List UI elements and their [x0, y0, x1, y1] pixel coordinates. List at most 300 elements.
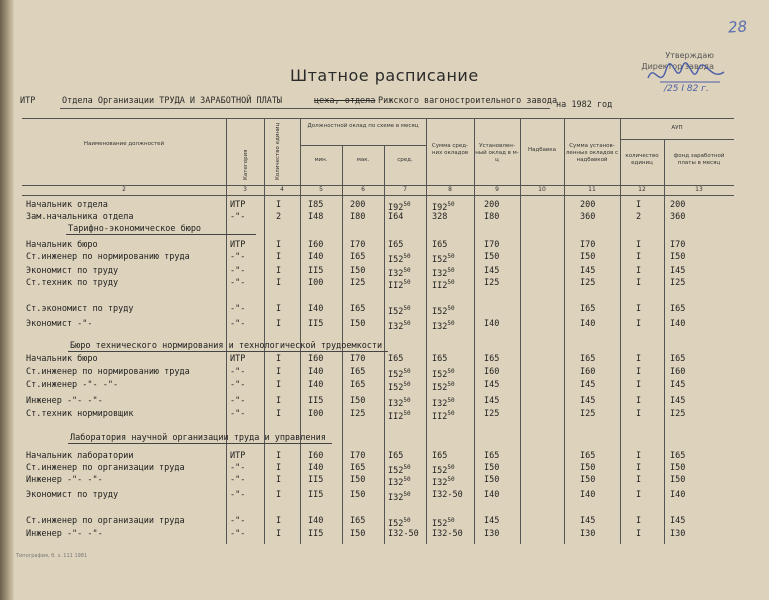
- cell-value: I50: [350, 490, 366, 500]
- cell-value: II2: [388, 280, 404, 291]
- cell-kopecks: 50: [447, 410, 455, 417]
- cell-value: I45: [670, 266, 686, 276]
- cell-value: I45: [580, 266, 596, 276]
- cell-value: 200: [484, 200, 500, 210]
- cell-value: I45: [670, 516, 686, 526]
- cell-value: I45: [580, 516, 596, 526]
- cell-set: [484, 353, 499, 365]
- cell-name: [26, 318, 93, 330]
- column-number: 10: [538, 186, 546, 193]
- cell-value: II5: [308, 490, 324, 500]
- cell-cnt: [276, 462, 281, 474]
- cell-value: I: [636, 409, 642, 419]
- cell-value: 360: [670, 212, 686, 222]
- cell-min: [308, 366, 323, 378]
- cell-value: Начальник бюро: [26, 240, 98, 250]
- cell-value: I65: [350, 516, 366, 526]
- cell-value: I45: [580, 380, 596, 390]
- cell-value: Ст.техник нормировщик: [26, 409, 134, 419]
- cell-value: I: [636, 304, 642, 314]
- section-underline: [68, 443, 332, 444]
- cell-name: [26, 462, 185, 474]
- cell-max: [350, 462, 365, 474]
- cell-value: Ст.инженер по нормированию труда: [26, 367, 190, 377]
- cell-value: I50: [350, 319, 366, 329]
- cell-aupc: [636, 303, 641, 315]
- table-row: [22, 199, 734, 211]
- cell-aupc: [636, 366, 641, 378]
- cell-min: [308, 265, 323, 277]
- cell-value: I40: [308, 380, 324, 390]
- cell-min: [308, 515, 323, 527]
- cell-max: [350, 528, 365, 540]
- cell-min: [308, 462, 323, 474]
- cell-sumset: [580, 489, 595, 501]
- header-sum: Сумма сред- них окладов: [431, 143, 469, 156]
- cell-value: I52: [432, 254, 448, 265]
- cell-sum: [432, 277, 455, 292]
- cell-value: -"-: [230, 516, 246, 526]
- cell-value: I65: [350, 304, 366, 314]
- cell-value: -"-: [230, 252, 246, 262]
- cell-kopecks: 50: [447, 305, 455, 312]
- cell-value: I45: [484, 266, 500, 276]
- cell-value: I65: [350, 463, 366, 473]
- cell-value: 360: [580, 212, 596, 222]
- cell-set: [484, 379, 499, 391]
- cell-value: I92: [432, 202, 448, 213]
- cell-sum: [432, 379, 455, 394]
- cell-value: I52: [388, 306, 404, 317]
- cell-value: I65: [484, 451, 500, 461]
- cell-sumset: [580, 474, 595, 486]
- table-row: [22, 474, 734, 486]
- cell-cnt: [276, 366, 281, 378]
- cell-value: Ст.техник по труду: [26, 278, 119, 288]
- cell-min: [308, 199, 323, 211]
- cell-value: I45: [484, 516, 500, 526]
- cell-cnt: [276, 450, 281, 462]
- header-aup-count: количество единиц: [625, 153, 659, 166]
- cell-value: I70: [484, 240, 500, 250]
- cell-sumset: [580, 528, 595, 540]
- cell-value: I65: [580, 304, 596, 314]
- cell-value: Экономист по труду: [26, 490, 119, 500]
- cell-value: I00: [308, 409, 324, 419]
- cell-value: II2: [432, 280, 448, 291]
- cell-value: I: [636, 367, 642, 377]
- cell-kopecks: 50: [403, 253, 411, 260]
- cell-value: I80: [484, 212, 500, 222]
- cell-value: I60: [580, 367, 596, 377]
- cell-value: I45: [484, 380, 500, 390]
- cell-cnt: [276, 211, 281, 223]
- cell-kopecks: 50: [403, 410, 411, 417]
- cell-sum: [432, 408, 455, 423]
- cell-sum: [432, 353, 447, 365]
- header-aup: АУП: [671, 125, 683, 131]
- cell-value: I40: [670, 319, 686, 329]
- cell-value: II5: [308, 529, 324, 539]
- cell-value: I40: [308, 367, 324, 377]
- cell-value: I: [276, 266, 282, 276]
- header-sum-set: Сумма установ- ленных окладов с надбавкой: [565, 143, 619, 163]
- cell-set: [484, 489, 499, 501]
- cell-value: -"-: [230, 463, 246, 473]
- cell-cat: [230, 265, 245, 277]
- cell-avg: [388, 489, 411, 504]
- cell-kopecks: 50: [447, 201, 455, 208]
- cell-value: I45: [670, 380, 686, 390]
- cell-value: I: [636, 319, 642, 329]
- cell-value: I52: [388, 382, 404, 393]
- header-divider-salary: [300, 145, 426, 146]
- cell-cnt: [276, 277, 281, 289]
- cell-kopecks: 50: [403, 279, 411, 286]
- table-header: [22, 119, 734, 186]
- cell-value: I64: [388, 212, 404, 222]
- table-row: [22, 379, 734, 391]
- cell-name: [26, 528, 103, 540]
- cell-value: II5: [308, 319, 324, 329]
- cell-max: [350, 489, 365, 501]
- cell-value: I: [276, 409, 282, 419]
- cell-value: I: [276, 200, 282, 210]
- section-title: Лаборатория научной организации труда и управления: [70, 433, 326, 443]
- cell-value: I: [276, 490, 282, 500]
- subtitle-enterprise: Рижского вагоностроительного завода: [378, 96, 558, 106]
- cell-value: -"-: [230, 304, 246, 314]
- cell-value: Инженер -"- -"-: [26, 475, 103, 485]
- cell-value: II5: [308, 475, 324, 485]
- cell-value: I: [636, 354, 642, 364]
- table-row: [22, 239, 734, 251]
- cell-aupf: [670, 462, 685, 474]
- cell-avg: [388, 318, 411, 333]
- cell-value: I92: [388, 202, 404, 213]
- cell-sumset: [580, 366, 595, 378]
- cell-value: I: [636, 516, 642, 526]
- cell-value: I65: [388, 451, 404, 461]
- cell-sum: [432, 528, 463, 540]
- cell-kopecks: 50: [403, 320, 411, 327]
- cell-min: [308, 379, 323, 391]
- cell-value: I65: [580, 354, 596, 364]
- cell-sum: [432, 474, 455, 489]
- cell-value: -"-: [230, 367, 246, 377]
- cell-set: [484, 462, 499, 474]
- cell-aupc: [636, 251, 641, 263]
- cell-kopecks: 50: [447, 253, 455, 260]
- cell-value: I32: [388, 477, 404, 488]
- cell-value: Начальник лаборатории: [26, 451, 134, 461]
- cell-name: [26, 395, 103, 407]
- column-number: 9: [495, 186, 499, 193]
- column-number: 13: [695, 186, 703, 193]
- cell-value: I50: [350, 475, 366, 485]
- cell-kopecks: 50: [447, 397, 455, 404]
- cell-aupf: [670, 251, 685, 263]
- cell-value: -"-: [230, 380, 246, 390]
- cell-cnt: [276, 318, 281, 330]
- cell-value: I: [276, 451, 282, 461]
- header-set-salary: Установлен- ный оклад в м-ц: [475, 143, 519, 163]
- cell-value: I50: [484, 463, 500, 473]
- cell-kopecks: 50: [403, 464, 411, 471]
- colnum-divider: [22, 195, 734, 196]
- cell-max: [350, 211, 365, 223]
- cell-max: [350, 379, 365, 391]
- cell-min: [308, 408, 323, 420]
- cell-name: [26, 251, 190, 263]
- cell-value: ИТР: [230, 354, 246, 364]
- cell-value: I40: [308, 304, 324, 314]
- column-number: 8: [448, 186, 452, 193]
- cell-aupf: [670, 277, 685, 289]
- cell-value: II2: [432, 411, 448, 422]
- cell-min: [308, 395, 323, 407]
- cell-sumset: [580, 211, 595, 223]
- cell-set: [484, 395, 499, 407]
- cell-value: I52: [432, 465, 448, 476]
- cell-value: I: [636, 240, 642, 250]
- header-count: Количество единиц: [275, 122, 281, 180]
- cell-value: Экономист по труду: [26, 266, 119, 276]
- cell-max: [350, 303, 365, 315]
- cell-aupc: [636, 474, 641, 486]
- approval-date: /25 I 82 г.: [664, 84, 709, 94]
- cell-aupc: [636, 353, 641, 365]
- cell-cat: [230, 251, 245, 263]
- cell-value: I: [636, 463, 642, 473]
- column-number: 12: [638, 186, 646, 193]
- cell-name: [26, 450, 133, 462]
- binding-edge: [0, 0, 14, 600]
- table-row: [22, 408, 734, 420]
- cell-sumset: [580, 395, 595, 407]
- cell-max: [350, 199, 365, 211]
- cell-value: 328: [432, 212, 448, 222]
- cell-value: I45: [484, 396, 500, 406]
- cell-value: I50: [350, 396, 366, 406]
- cell-value: I60: [484, 367, 500, 377]
- cell-value: ИТР: [230, 240, 246, 250]
- cell-value: I52: [388, 465, 404, 476]
- cell-value: Ст.экономист по труду: [26, 304, 134, 314]
- cell-value: I52: [388, 254, 404, 265]
- header-aup-fund: фонд заработной платы в месяц: [673, 153, 725, 166]
- cell-kopecks: 50: [403, 491, 411, 498]
- cell-avg: [388, 303, 411, 318]
- cell-cat: [230, 318, 245, 330]
- cell-value: I25: [580, 409, 596, 419]
- cell-kopecks: 50: [447, 267, 455, 274]
- header-avg: сред.: [397, 157, 413, 163]
- cell-set: [484, 515, 499, 527]
- cell-set: [484, 265, 499, 277]
- cell-value: I30: [484, 529, 500, 539]
- cell-sumset: [580, 379, 595, 391]
- header-divider-aup: [620, 139, 734, 140]
- cell-kopecks: 50: [447, 476, 455, 483]
- cell-aupc: [636, 408, 641, 420]
- cell-value: I40: [580, 490, 596, 500]
- cell-max: [350, 318, 365, 330]
- cell-max: [350, 353, 365, 365]
- cell-value: -"-: [230, 396, 246, 406]
- cell-aupf: [670, 353, 685, 365]
- cell-sumset: [580, 408, 595, 420]
- cell-value: I32: [388, 492, 404, 503]
- cell-name: [26, 489, 118, 501]
- cell-value: I65: [432, 451, 448, 461]
- cell-value: ИТР: [230, 451, 246, 461]
- cell-kopecks: 50: [403, 397, 411, 404]
- staff-table: [22, 118, 734, 544]
- cell-name: [26, 239, 98, 251]
- cell-name: [26, 408, 133, 420]
- cell-value: I40: [670, 490, 686, 500]
- table-row: [22, 395, 734, 407]
- cell-value: I65: [388, 240, 404, 250]
- cell-cnt: [276, 303, 281, 315]
- cell-value: I: [276, 319, 282, 329]
- cell-min: [308, 211, 323, 223]
- cell-value: I32: [432, 321, 448, 332]
- table-row: [22, 515, 734, 527]
- cell-value: I52: [432, 518, 448, 529]
- cell-sumset: [580, 239, 595, 251]
- cell-set: [484, 277, 499, 289]
- cell-value: I45: [670, 396, 686, 406]
- cell-avg: [388, 239, 403, 251]
- cell-cnt: [276, 489, 281, 501]
- cell-value: I: [636, 490, 642, 500]
- cell-value: I: [276, 475, 282, 485]
- subtitle-year: на 1982 год: [556, 100, 613, 110]
- cell-value: I: [636, 278, 642, 288]
- cell-value: I65: [670, 354, 686, 364]
- cell-aupf: [670, 239, 685, 251]
- cell-value: I: [276, 304, 282, 314]
- cell-aupc: [636, 395, 641, 407]
- cell-value: I25: [580, 278, 596, 288]
- cell-value: I: [276, 240, 282, 250]
- cell-value: Зам.начальника отдела: [26, 212, 134, 222]
- cell-avg: [388, 379, 411, 394]
- cell-cat: [230, 199, 245, 211]
- cell-aupf: [670, 408, 685, 420]
- cell-value: I: [276, 396, 282, 406]
- cell-max: [350, 366, 365, 378]
- cell-cnt: [276, 395, 281, 407]
- cell-min: [308, 251, 323, 263]
- cell-aupf: [670, 199, 685, 211]
- cell-value: I50: [350, 266, 366, 276]
- cell-value: I32: [432, 398, 448, 409]
- cell-avg: [388, 450, 403, 462]
- cell-aupc: [636, 277, 641, 289]
- cell-value: I25: [484, 409, 500, 419]
- cell-value: I: [276, 380, 282, 390]
- table-row: [22, 318, 734, 330]
- approval-line1: Утверждаю: [665, 51, 714, 60]
- cell-value: Ст.инженер -"- -"-: [26, 380, 119, 390]
- cell-value: Экономист -"-: [26, 319, 93, 329]
- cell-value: I: [636, 396, 642, 406]
- cell-min: [308, 239, 323, 251]
- cell-value: I32: [388, 398, 404, 409]
- column-number: 4: [280, 186, 284, 193]
- cell-cat: [230, 515, 245, 527]
- cell-value: I60: [308, 354, 324, 364]
- cell-max: [350, 251, 365, 263]
- cell-value: I60: [308, 451, 324, 461]
- cell-value: I: [276, 354, 282, 364]
- cell-value: I32-50: [432, 490, 463, 500]
- cell-value: I70: [350, 451, 366, 461]
- cell-name: [26, 265, 118, 277]
- header-min: мин.: [314, 157, 328, 163]
- cell-aupc: [636, 528, 641, 540]
- cell-cat: [230, 211, 245, 223]
- cell-avg: [388, 353, 403, 365]
- cell-value: I50: [670, 463, 686, 473]
- page-title: Штатное расписание: [290, 66, 479, 85]
- cell-value: I00: [308, 278, 324, 288]
- cell-value: Начальник бюро: [26, 354, 98, 364]
- cell-set: [484, 239, 499, 251]
- header-name: Наименование должностей: [83, 141, 165, 147]
- cell-aupf: [670, 265, 685, 277]
- cell-value: I52: [432, 382, 448, 393]
- table-row: [22, 489, 734, 501]
- cell-value: I50: [670, 252, 686, 262]
- cell-value: I: [636, 200, 642, 210]
- cell-max: [350, 277, 365, 289]
- column-number: 5: [319, 186, 323, 193]
- cell-min: [308, 318, 323, 330]
- cell-value: I50: [670, 475, 686, 485]
- cell-sumset: [580, 450, 595, 462]
- cell-value: I32-50: [388, 529, 419, 539]
- cell-value: Ст.инженер по организации труда: [26, 463, 185, 473]
- subtitle-struck: цеха, отдела: [314, 96, 376, 106]
- cell-cnt: [276, 251, 281, 263]
- cell-value: I32: [388, 321, 404, 332]
- cell-value: I52: [388, 369, 404, 380]
- cell-value: I50: [580, 252, 596, 262]
- cell-max: [350, 395, 365, 407]
- table-row: [22, 353, 734, 365]
- cell-cat: [230, 239, 245, 251]
- cell-value: 2: [276, 212, 282, 222]
- cell-name: [26, 515, 185, 527]
- cell-value: I50: [484, 475, 500, 485]
- cell-sumset: [580, 318, 595, 330]
- cell-avg: [388, 528, 419, 540]
- table-row: [22, 211, 734, 223]
- table-row: [22, 462, 734, 474]
- cell-value: I: [636, 475, 642, 485]
- cell-sumset: [580, 303, 595, 315]
- cell-value: I48: [308, 212, 324, 222]
- cell-max: [350, 265, 365, 277]
- cell-cnt: [276, 353, 281, 365]
- cell-value: 200: [670, 200, 686, 210]
- section-underline: [66, 234, 256, 235]
- column-number: 3: [243, 186, 247, 193]
